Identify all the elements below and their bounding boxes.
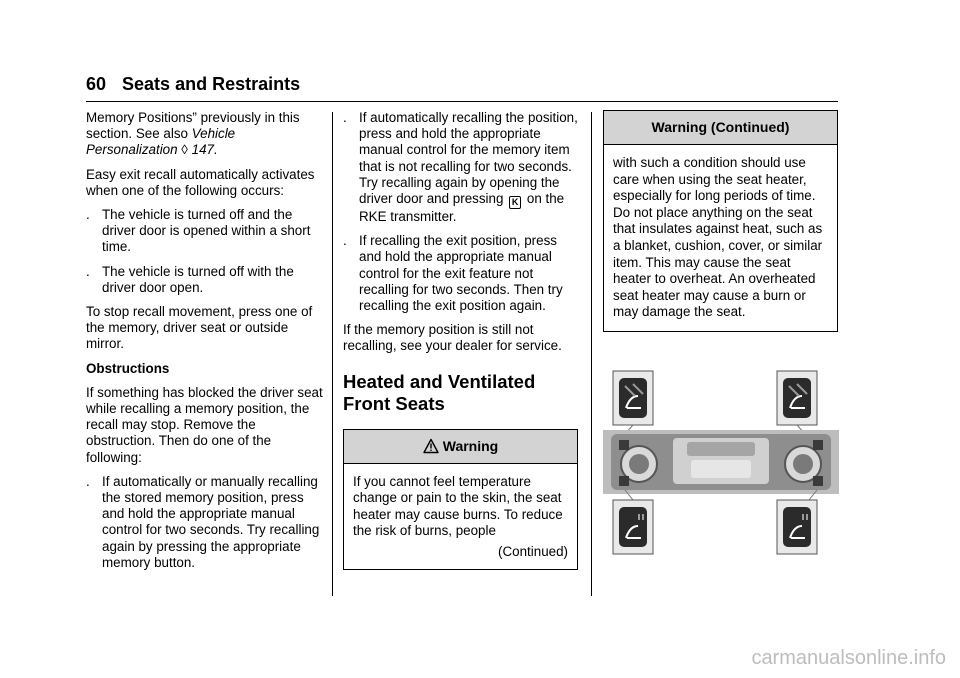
warning-body [604,145,837,331]
heated-seat-controls-illustration [603,368,839,558]
section-heading: Heated and Ventilated Front Seats [343,370,536,414]
center-console-panel [603,430,839,494]
list-item: . If recalling the exit position, press and hold the appropriate manual control for the exit feature not recalling for two seconds. Then try recalling the exit position again. [343,233,563,314]
watermark: carmanualsonline.info [751,647,946,669]
warning-text: If you cannot feel temperature change or pain to the skin, the seat heater may cause burns. To reduce the risk of burns, people [353,473,563,539]
warning-header [344,430,577,464]
warning-icon [423,438,439,454]
page-title: Seats and Restraints [122,74,301,94]
rke-unlock-icon: K [509,196,521,209]
list-item: . If automatically or manually recalling the stored memory position, press and hold the appropriate manual control for two seconds. Try recalling again by pressing the appropriate memory button. [86,473,320,570]
bullet-mark: . [86,473,90,489]
column-3 [603,110,839,332]
warning-title: Warning [442,438,499,455]
bullet-mark: . [86,207,90,223]
warning-box [343,429,578,570]
page-header [86,72,838,102]
column-divider [332,112,333,596]
warning-box-continued [603,110,838,332]
list-item: . If automatically recalling the position, press and hold the appropriate manual control for the memory item that is not recalling for two seconds. Try recalling again by opening the driver door and pressing K on the RKE transmitter. [343,110,578,225]
paragraph: Memory Positions” previously in this section. See also Vehicle Personalization ◊ 147. [86,110,300,158]
paragraph: Easy exit recall automatically activates when one of the following occurs: [86,166,315,198]
column-2 [343,110,581,570]
paragraph: If something has blocked the driver seat while recalling a memory position, the recall may stop. Remove the obstruction. Then do one of the following: [86,384,323,465]
list-item: . The vehicle is turned off with the driver door open. [86,263,294,295]
ventilated-seat-button-icon [613,500,653,554]
cross-reference-link[interactable]: Vehicle Personalization [86,126,236,158]
paragraph: To stop recall movement, press one of the memory, driver seat or outside mirror. [86,304,313,352]
heated-seat-button-icon [613,371,653,425]
warning-header: Warning (Continued) [604,111,837,145]
bullet-mark: . [343,233,347,249]
bullet-mark: . [343,110,347,125]
subheading: Obstructions [86,360,170,376]
ventilated-seat-button-icon [777,500,817,554]
paragraph: If the memory position is still not recalling, see your dealer for service. [343,322,562,354]
column-1 [86,110,324,579]
list-item: . The vehicle is turned off and the driver door is opened within a short time. [86,207,311,255]
warning-text: with such a condition should use care when using the seat heater, especially for long periods of time. Do not place anything on the seat that insulates against heat, such as a blanket, cushion, cover, or similar item. This may cause the seat heater to overheat. An overheated seat heater may cause a burn or may damage the seat. [613,155,823,320]
warning-body [344,464,577,569]
page-number: 60 [86,74,107,94]
page-ref-icon: ◊ [177,142,188,158]
heated-seat-button-icon [777,371,817,425]
continued-label: (Continued) [498,544,568,560]
bullet-mark: . [86,263,90,279]
column-divider [591,112,592,596]
